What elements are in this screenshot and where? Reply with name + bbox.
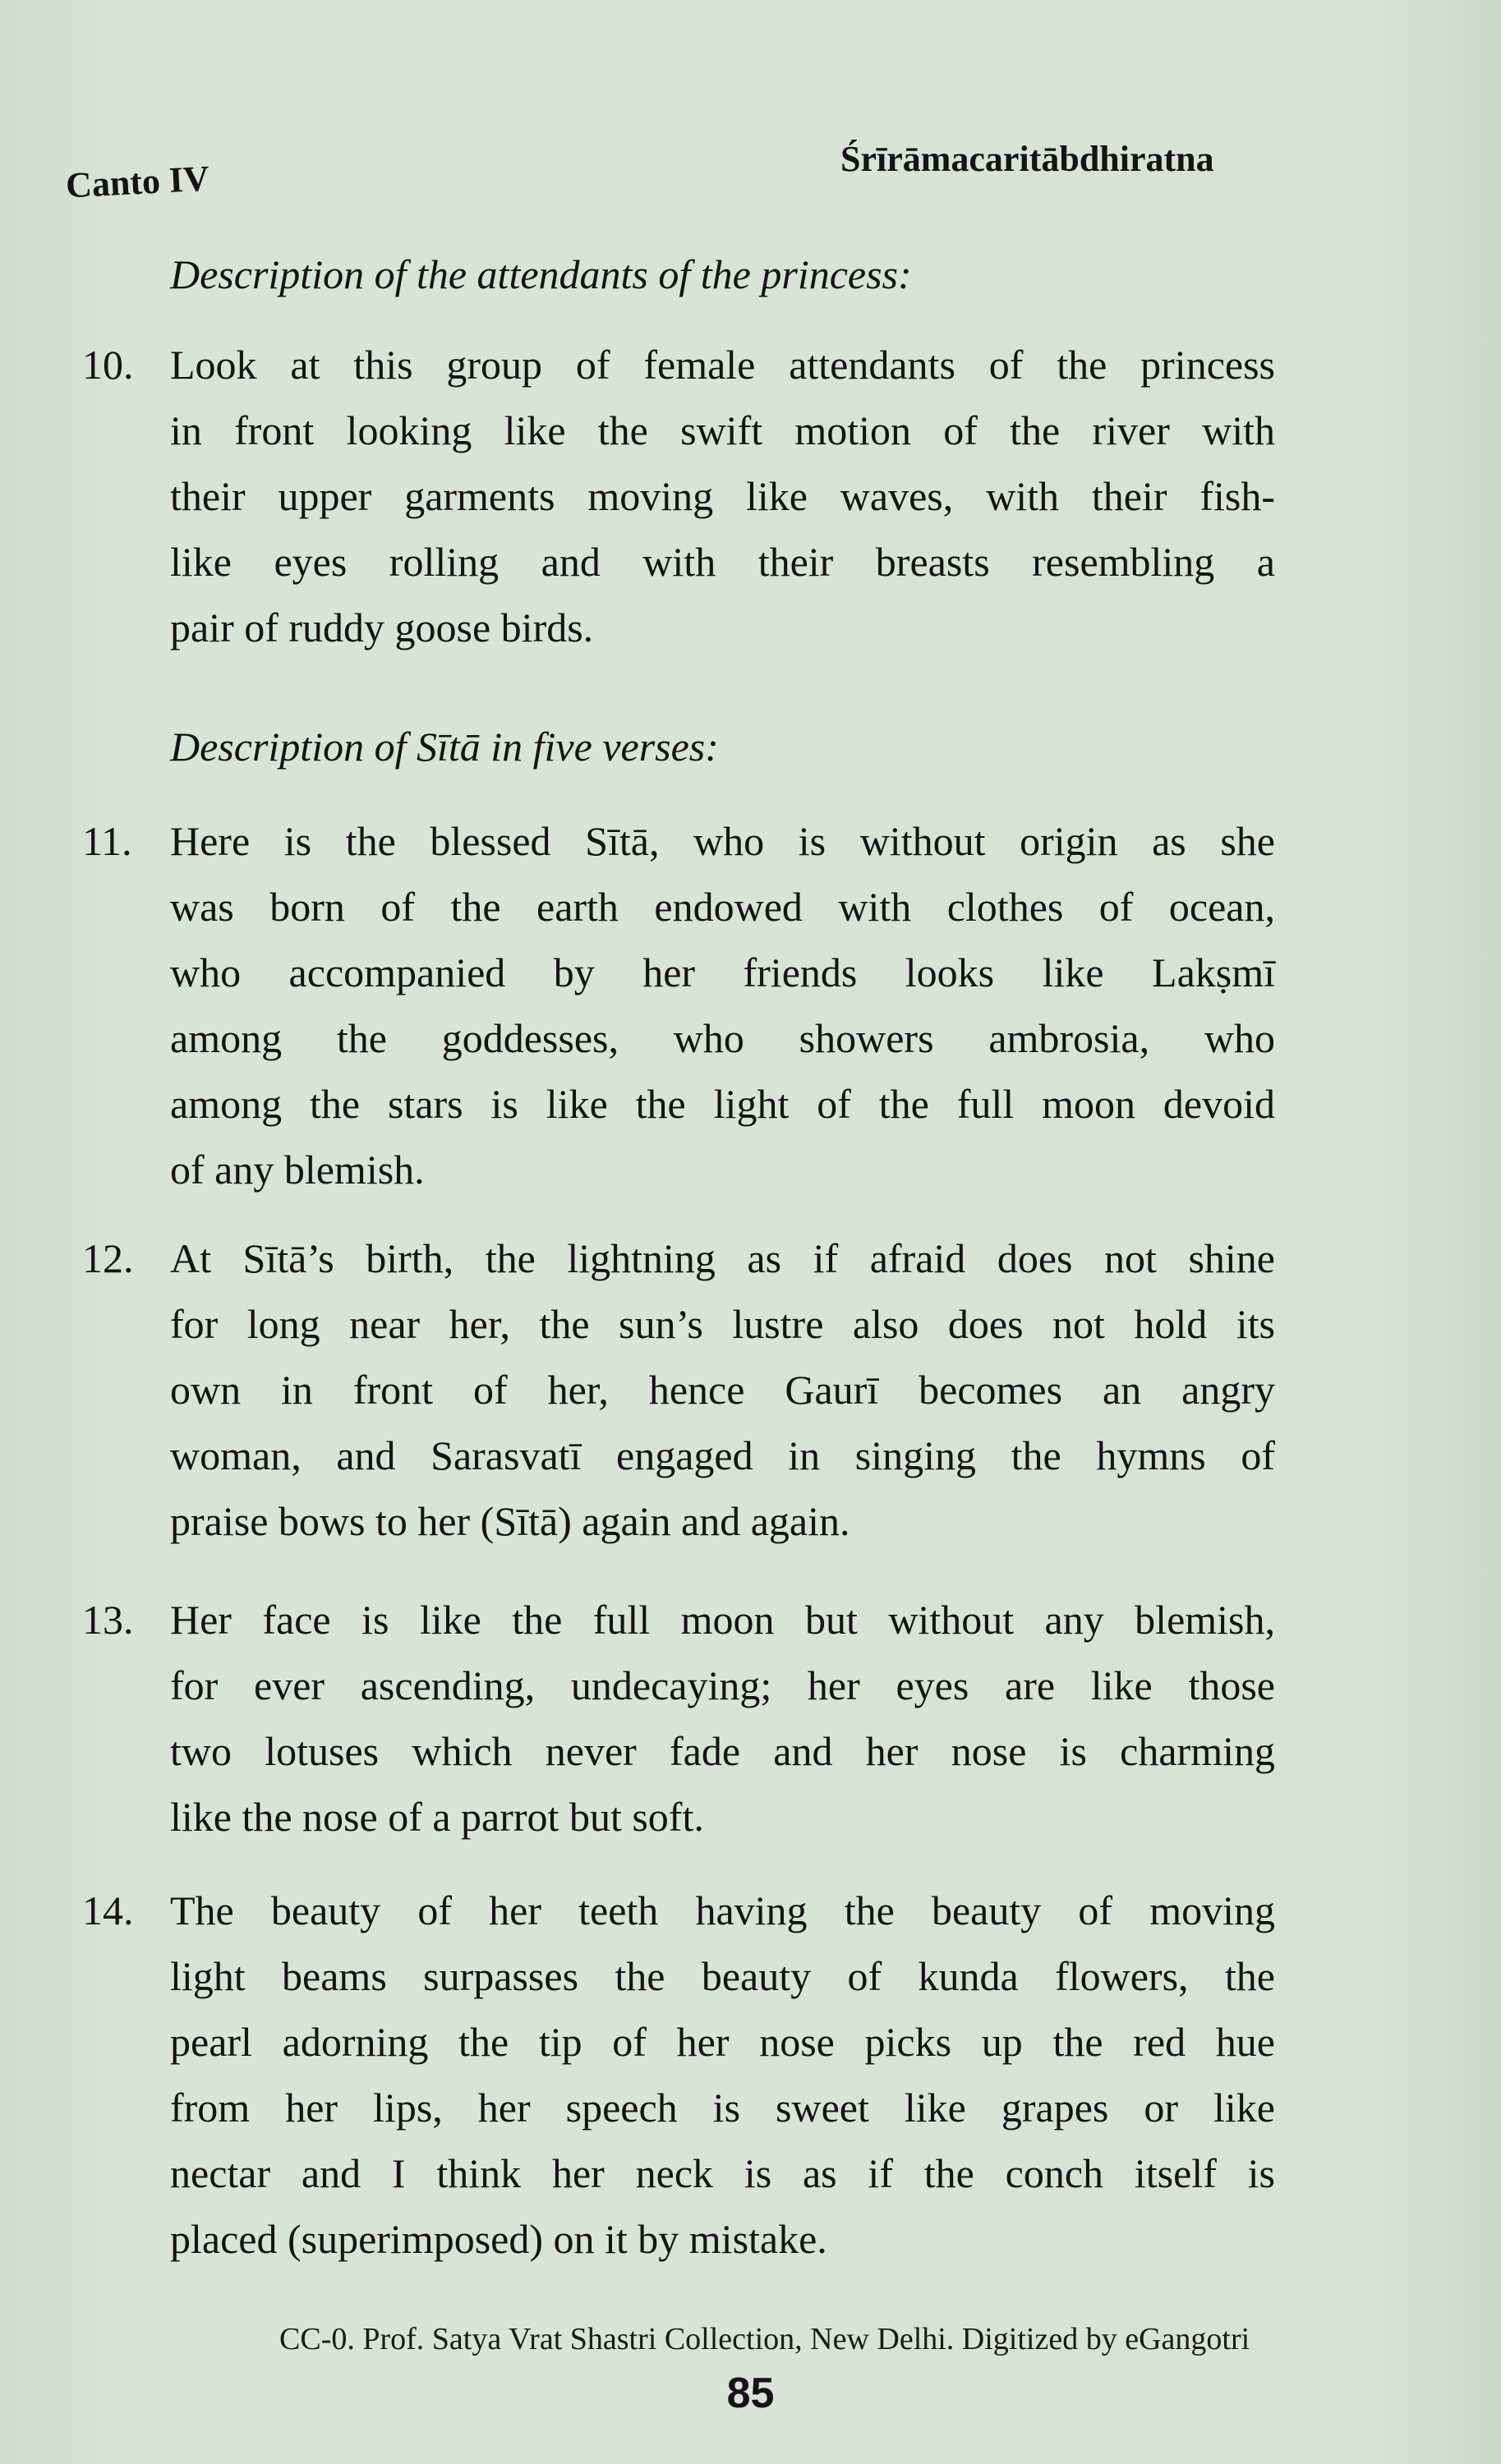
- section-heading: Description of Sītā in five verses:: [170, 724, 719, 770]
- verse-line: for long near her, the sun’s lustre also does not hold its: [170, 1301, 1275, 1347]
- running-header-title: Śrīrāmacaritābdhiratna: [840, 139, 1214, 179]
- verse-number: 13.: [82, 1597, 134, 1643]
- verse-line: placed (superimposed) on it by mistake.: [170, 2216, 827, 2262]
- verse-text: [170, 1878, 1275, 2272]
- verse-number: 10.: [82, 342, 134, 388]
- section-heading: Description of the attendants of the princess:: [170, 251, 912, 297]
- verse-line: At Sītā’s birth, the lightning as if afraid does not shine: [170, 1235, 1275, 1281]
- verse-line: their upper garments moving like waves, with their fish-: [170, 473, 1275, 519]
- verse-text: [170, 1587, 1275, 1850]
- verse-line: who accompanied by her friends looks like Lakṣmī: [170, 949, 1275, 995]
- verse-line: Look at this group of female attendants of the princess: [170, 342, 1275, 388]
- verse-line: like eyes rolling and with their breasts resembling a: [170, 539, 1275, 585]
- verse-line: own in front of her, hence Gaurī becomes an angry: [170, 1367, 1275, 1413]
- verse-number: 14.: [82, 1887, 134, 1933]
- verse-line: was born of the earth endowed with clothes of ocean,: [170, 884, 1275, 930]
- verse-line: pearl adorning the tip of her nose picks up the red hue: [170, 2019, 1275, 2065]
- verse-number: 11.: [82, 818, 132, 864]
- verse-line: from her lips, her speech is sweet like grapes or like: [170, 2085, 1275, 2131]
- verse-line: of any blemish.: [170, 1147, 425, 1193]
- verse-line: praise bows to her (Sītā) again and again.: [170, 1498, 850, 1544]
- verse-text: [170, 808, 1275, 1202]
- verse-line: for ever ascending, undecaying; her eyes are like those: [170, 1662, 1275, 1708]
- verse-line: woman, and Sarasvatī engaged in singing the hymns of: [170, 1432, 1275, 1478]
- verse-line: light beams surpasses the beauty of kunda flowers, the: [170, 1953, 1275, 1999]
- verse-line: Here is the blessed Sītā, who is without origin as she: [170, 818, 1275, 864]
- digitization-footer: CC-0. Prof. Satya Vrat Shastri Collection, New Delhi. Digitized by eGangotri: [279, 2322, 1250, 2356]
- page-number: 85: [726, 2370, 775, 2417]
- verse-text: [170, 332, 1275, 660]
- verse-line: two lotuses which never fade and her nose is charming: [170, 1728, 1275, 1774]
- verse-line: nectar and I think her neck is as if the conch itself is: [170, 2150, 1275, 2196]
- verse-line: pair of ruddy goose birds.: [170, 605, 594, 650]
- verse-line: among the goddesses, who showers ambrosia, who: [170, 1015, 1275, 1061]
- running-header-canto: Canto IV: [64, 158, 210, 206]
- verse-line: Her face is like the full moon but without any blemish,: [170, 1597, 1275, 1643]
- verse-number: 12.: [82, 1235, 134, 1281]
- verse-line: like the nose of a parrot but soft.: [170, 1794, 704, 1840]
- verse-line: in front looking like the swift motion of the river with: [170, 407, 1275, 453]
- verse-line: among the stars is like the light of the full moon devoid: [170, 1081, 1275, 1127]
- verse-line: The beauty of her teeth having the beauty of moving: [170, 1887, 1275, 1933]
- verse-text: [170, 1225, 1275, 1554]
